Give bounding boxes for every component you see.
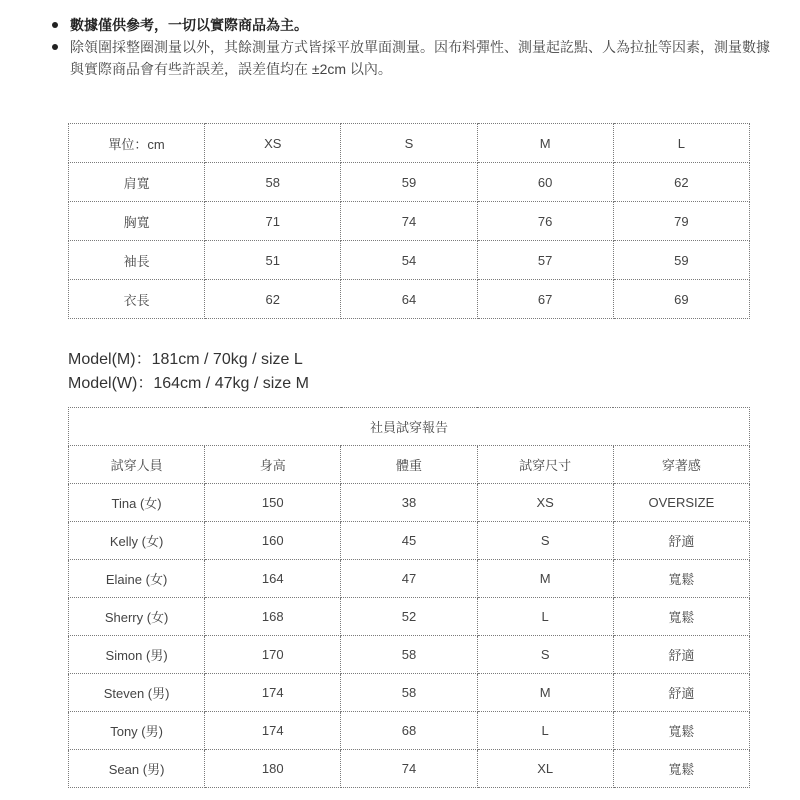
table-row bbox=[69, 598, 750, 636]
table-cell: 袖長 bbox=[69, 241, 205, 280]
table-cell: 64 bbox=[341, 280, 477, 319]
notes-list bbox=[52, 14, 772, 80]
column-header: 穿著感 bbox=[613, 446, 749, 484]
table-cell: 68 bbox=[341, 712, 477, 750]
size-table-body bbox=[69, 124, 750, 319]
table-cell: 寬鬆 bbox=[613, 750, 749, 788]
table-cell: 174 bbox=[205, 712, 341, 750]
table-cell: S bbox=[477, 522, 613, 560]
table-cell: M bbox=[477, 560, 613, 598]
model-male-info: Model(M)：181cm / 70kg / size L bbox=[68, 351, 303, 368]
table-cell: Simon (男) bbox=[69, 636, 205, 674]
table-cell: 胸寬 bbox=[69, 202, 205, 241]
column-header: 單位：cm bbox=[69, 124, 205, 163]
table-cell: L bbox=[477, 712, 613, 750]
table-row bbox=[69, 202, 750, 241]
table-cell: 舒適 bbox=[613, 674, 749, 712]
table-cell: XS bbox=[477, 484, 613, 522]
table-row bbox=[69, 750, 750, 788]
table-cell: 150 bbox=[205, 484, 341, 522]
table-cell: 59 bbox=[613, 241, 749, 280]
note-item: 除領圍採整圈測量以外，其餘測量方式皆採平放單面測量。因布料彈性、測量起訖點、人為拉扯等因素，測量數據與實際商品會有些許誤差，誤差值均在 ±2cm 以內。 bbox=[52, 36, 772, 80]
column-header: 體重 bbox=[341, 446, 477, 484]
size-table-header-row bbox=[69, 124, 750, 163]
table-cell: 160 bbox=[205, 522, 341, 560]
table-cell: 舒適 bbox=[613, 636, 749, 674]
table-row bbox=[69, 712, 750, 750]
table-cell: OVERSIZE bbox=[613, 484, 749, 522]
fit-report-body bbox=[69, 408, 750, 788]
table-row bbox=[69, 522, 750, 560]
fit-report-title-row bbox=[69, 408, 750, 446]
column-header: S bbox=[341, 124, 477, 163]
table-cell: 肩寬 bbox=[69, 163, 205, 202]
table-cell: 58 bbox=[205, 163, 341, 202]
fit-report-title: 社員試穿報告 bbox=[69, 408, 750, 446]
table-cell: 衣長 bbox=[69, 280, 205, 319]
table-cell: 62 bbox=[205, 280, 341, 319]
fit-report-header-row bbox=[69, 446, 750, 484]
column-header: 試穿尺寸 bbox=[477, 446, 613, 484]
table-cell: 52 bbox=[341, 598, 477, 636]
table-cell: 71 bbox=[205, 202, 341, 241]
table-cell: 57 bbox=[477, 241, 613, 280]
table-row bbox=[69, 163, 750, 202]
table-cell: XL bbox=[477, 750, 613, 788]
table-cell: 74 bbox=[341, 750, 477, 788]
column-header: M bbox=[477, 124, 613, 163]
table-cell: 寬鬆 bbox=[613, 598, 749, 636]
table-cell: 174 bbox=[205, 674, 341, 712]
table-cell: Sherry (女) bbox=[69, 598, 205, 636]
column-header: XS bbox=[205, 124, 341, 163]
table-cell: L bbox=[477, 598, 613, 636]
table-cell: Tony (男) bbox=[69, 712, 205, 750]
table-cell: Steven (男) bbox=[69, 674, 205, 712]
table-cell: 寬鬆 bbox=[613, 712, 749, 750]
table-cell: M bbox=[477, 674, 613, 712]
table-row bbox=[69, 484, 750, 522]
table-cell: 62 bbox=[613, 163, 749, 202]
table-cell: 164 bbox=[205, 560, 341, 598]
table-cell: 寬鬆 bbox=[613, 560, 749, 598]
table-row bbox=[69, 241, 750, 280]
note-item: 數據僅供參考，一切以實際商品為主。 bbox=[52, 14, 772, 36]
column-header: 試穿人員 bbox=[69, 446, 205, 484]
column-header: L bbox=[613, 124, 749, 163]
table-cell: Tina (女) bbox=[69, 484, 205, 522]
table-cell: 74 bbox=[341, 202, 477, 241]
table-cell: 舒適 bbox=[613, 522, 749, 560]
size-table bbox=[68, 123, 750, 319]
table-cell: 60 bbox=[477, 163, 613, 202]
table-cell: 38 bbox=[341, 484, 477, 522]
table-row bbox=[69, 636, 750, 674]
table-cell: 67 bbox=[477, 280, 613, 319]
fit-report-table bbox=[68, 407, 750, 788]
table-row bbox=[69, 280, 750, 319]
table-cell: Elaine (女) bbox=[69, 560, 205, 598]
table-cell: 79 bbox=[613, 202, 749, 241]
table-cell: 54 bbox=[341, 241, 477, 280]
table-cell: 170 bbox=[205, 636, 341, 674]
table-cell: 168 bbox=[205, 598, 341, 636]
table-cell: S bbox=[477, 636, 613, 674]
table-cell: Sean (男) bbox=[69, 750, 205, 788]
table-cell: 45 bbox=[341, 522, 477, 560]
model-female-info: Model(W)：164cm / 47kg / size M bbox=[68, 375, 309, 392]
table-cell: 47 bbox=[341, 560, 477, 598]
table-cell: 58 bbox=[341, 674, 477, 712]
table-cell: 58 bbox=[341, 636, 477, 674]
table-row bbox=[69, 560, 750, 598]
table-cell: 59 bbox=[341, 163, 477, 202]
table-cell: Kelly (女) bbox=[69, 522, 205, 560]
column-header: 身高 bbox=[205, 446, 341, 484]
table-cell: 180 bbox=[205, 750, 341, 788]
table-cell: 69 bbox=[613, 280, 749, 319]
table-row bbox=[69, 674, 750, 712]
table-cell: 51 bbox=[205, 241, 341, 280]
table-cell: 76 bbox=[477, 202, 613, 241]
